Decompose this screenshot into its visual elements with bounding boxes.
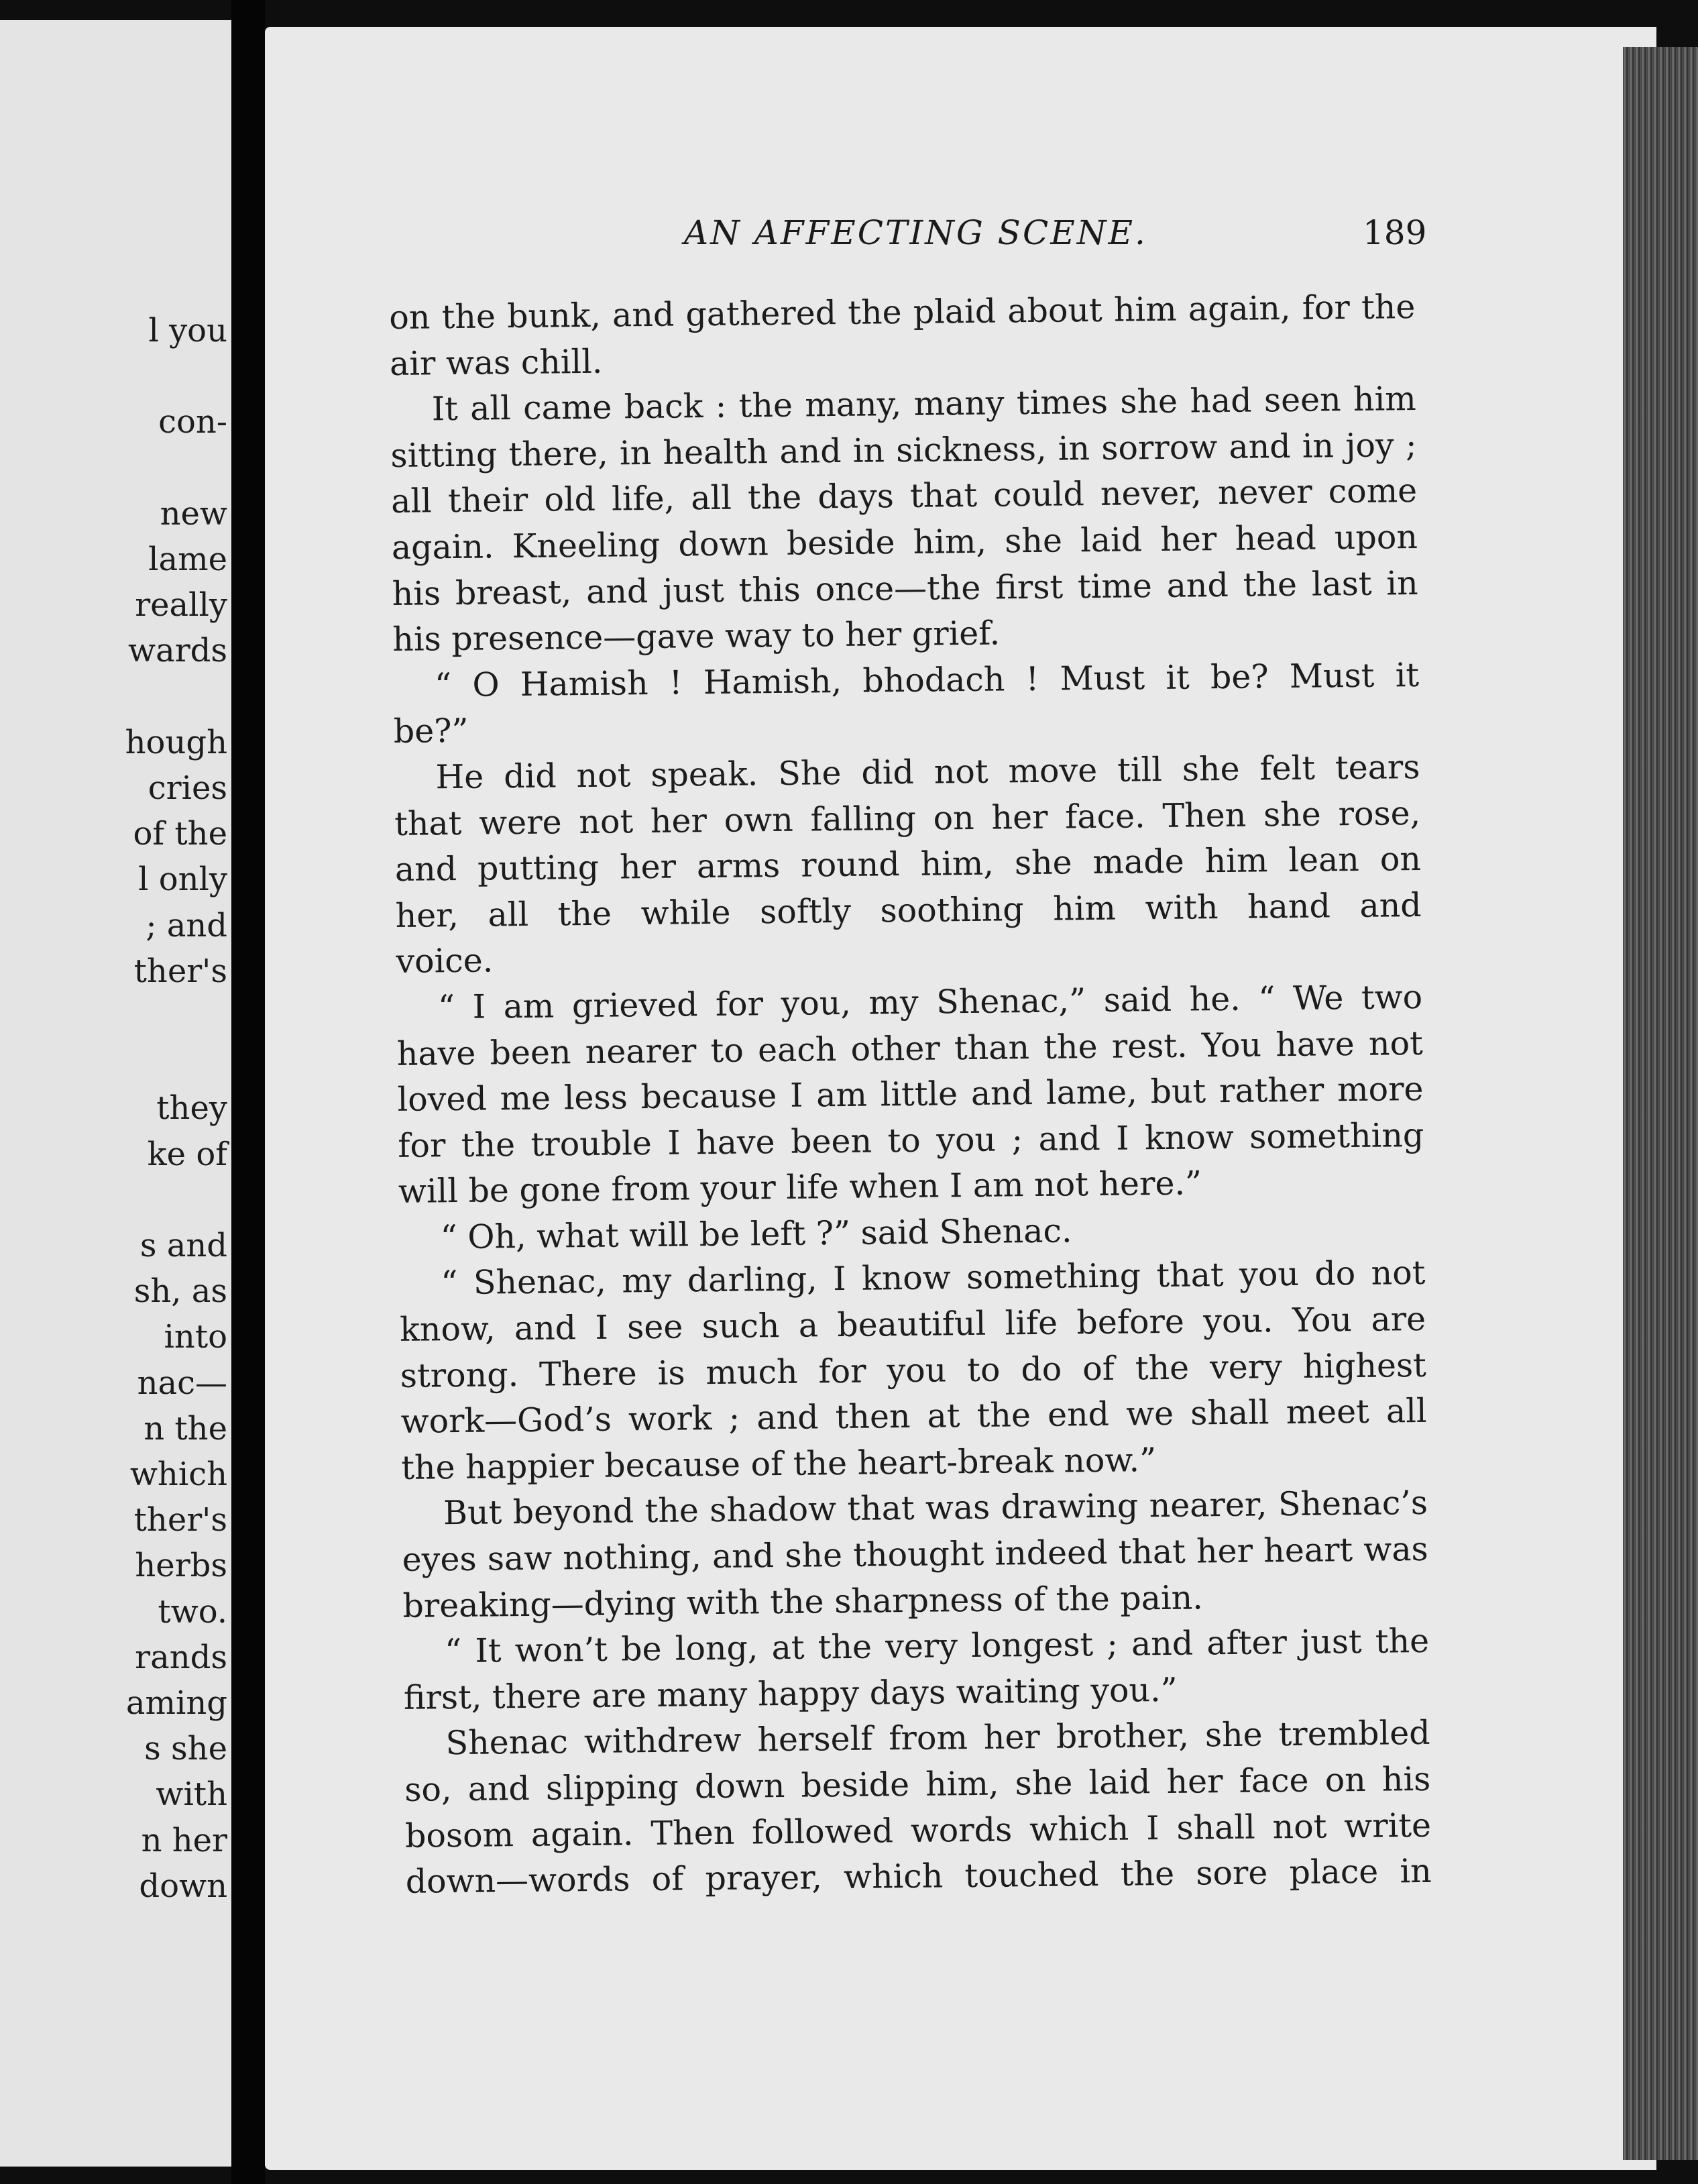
left-page-fragment: which	[129, 1456, 227, 1493]
text-line: It all came back : the many, many times she had seen him	[431, 380, 1417, 429]
text-line: his breast, and just this once—the first time and the last in	[392, 563, 1418, 613]
text-line: again. Kneeling down beside him, she laid her head upon	[391, 517, 1418, 567]
left-page-fragment: down	[139, 1867, 227, 1905]
body-text	[389, 284, 1432, 1906]
text-line: his presence—gave way to her grief.	[392, 614, 1001, 659]
left-page-fragment: two.	[158, 1592, 227, 1631]
left-page-fragment: s she	[144, 1730, 227, 1768]
left-page-fragment: they	[156, 1089, 227, 1128]
running-head: AN AFFECTING SCENE.	[684, 213, 1147, 252]
text-line: But beyond the shadow that was drawing nearer, Shenac’s	[443, 1484, 1428, 1533]
text-line: eyes saw nothing, and she thought indeed that her heart was	[402, 1529, 1428, 1579]
text-line: “ Shenac, my darling, I know something that you do not	[441, 1254, 1426, 1303]
text-line: and putting her arms round him, she made him lean on	[394, 840, 1422, 889]
text-line: down—words of prayer, which touched the sore place in	[405, 1852, 1432, 1902]
text-line: that were not her own falling on her face. Then she rose,	[394, 794, 1421, 843]
left-page-fragment: ther's	[133, 1501, 227, 1539]
text-line: work—God’s work ; and then at the end we shall meet all	[400, 1392, 1427, 1441]
text-line: for the trouble I have been to you ; and I know something	[397, 1115, 1424, 1165]
left-page-fragment: herbs	[135, 1547, 227, 1585]
left-page-fragment: s and	[139, 1227, 227, 1264]
left-page-fragment: wards	[127, 632, 227, 670]
left-page-fragment: really	[135, 586, 227, 624]
page-number: 189	[1363, 213, 1427, 252]
text-line: “ O Hamish ! Hamish, bhodach ! Must it be? Must it	[434, 655, 1420, 705]
left-page-fragment: cries	[148, 769, 227, 807]
left-page-fragment: with	[156, 1776, 227, 1814]
left-page-fragment: rands	[135, 1638, 227, 1676]
left-page-fragment: n her	[141, 1821, 227, 1859]
text-line: “ Oh, what will be left ?” said Shenac.	[440, 1211, 1072, 1257]
text-line: the happier because of the heart-break now.”	[401, 1440, 1157, 1487]
text-line: first, there are many happy days waiting you.”	[403, 1670, 1178, 1717]
left-page-fragment: aming	[125, 1684, 227, 1722]
book-gutter	[231, 0, 265, 2184]
left-page-fragment: ke of	[147, 1135, 227, 1173]
text-line: bosom again. Then followed words which I shall not write	[404, 1806, 1432, 1855]
left-page-fragment: n the	[144, 1409, 227, 1448]
left-page-fragment: l you	[148, 312, 227, 349]
text-line: all their old life, all the days that could never, never come	[390, 472, 1418, 521]
left-page-fragment: lame	[148, 541, 227, 578]
left-page-fragment: nac—	[137, 1364, 227, 1402]
left-facing-page	[0, 20, 231, 2167]
text-line: Shenac withdrew herself from her brother, she trembled	[445, 1714, 1430, 1763]
text-line: will be gone from your life when I am not here.”	[398, 1164, 1202, 1211]
text-line: so, and slipping down beside him, she laid her face on his	[404, 1759, 1431, 1809]
text-line: strong. There is much for you to do of the very highest	[400, 1346, 1427, 1395]
left-page-fragment: hough	[125, 723, 227, 761]
text-line: breaking—dying with the sharpness of the pain.	[402, 1578, 1204, 1625]
left-page-fragment: of the	[133, 815, 227, 853]
text-line: on the bunk, and gathered the plaid about him again, for the	[389, 287, 1416, 337]
left-page-fragment: l only	[138, 861, 227, 899]
text-line: loved me less because I am little and lame, but rather more	[397, 1070, 1424, 1120]
page-header	[684, 213, 1427, 267]
page-edges	[1623, 47, 1698, 2160]
text-line: know, and I see such a beautiful life before you. You are	[399, 1299, 1426, 1349]
left-page-fragment: sh, as	[133, 1272, 227, 1311]
left-page-fragment: ther's	[133, 952, 227, 990]
text-line: voice.	[396, 941, 494, 981]
left-page-fragment: into	[164, 1318, 227, 1356]
text-line: be?”	[393, 712, 469, 751]
left-page-fragment: con-	[158, 403, 227, 441]
text-line: her, all the while softly soothing him with hand and	[395, 885, 1422, 935]
text-line: “ I am grieved for you, my Shenac,” said he. “ We two	[437, 977, 1423, 1027]
text-line: He did not speak. She did not move till she felt tears	[435, 747, 1420, 797]
text-line: “ It won’t be long, at the very longest ; and after just the	[444, 1622, 1430, 1671]
text-line: have been nearer to each other than the rest. You have not	[396, 1024, 1424, 1073]
text-line: sitting there, in health and in sickness, in sorrow and in joy ;	[390, 425, 1417, 475]
text-line: air was chill.	[389, 342, 603, 383]
left-page-fragment: new	[160, 494, 227, 533]
left-page-fragment: ; and	[146, 906, 227, 944]
